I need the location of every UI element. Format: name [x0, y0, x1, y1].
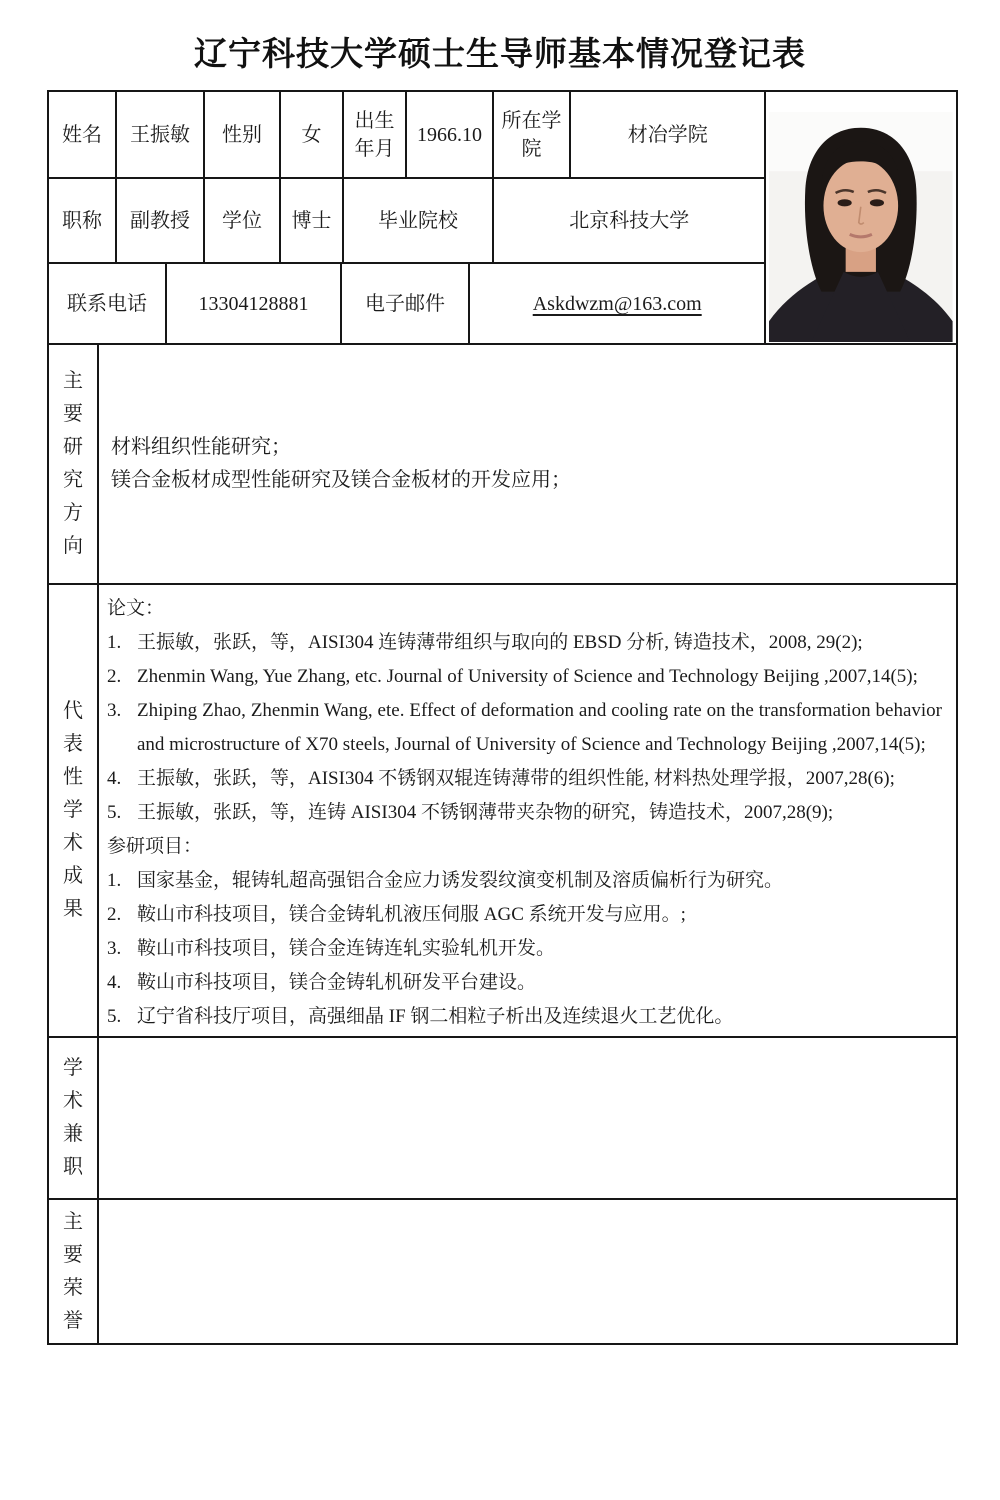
paper-item — [107, 762, 942, 796]
project-item-text: 鞍山市科技项目，镁合金铸轧机研发平台建设。 — [137, 972, 537, 993]
research-direction-line: 材料组织性能研究； — [111, 436, 291, 458]
project-item-number: 2. — [107, 904, 122, 925]
paper-item — [107, 796, 942, 830]
achievements-content — [99, 585, 956, 1036]
phone-label-cell: 联系电话 — [49, 264, 167, 343]
project-item — [107, 898, 942, 932]
college-value-cell: 材冶学院 — [571, 92, 766, 177]
projects-list — [107, 864, 942, 1034]
research-content — [99, 345, 956, 583]
achievements-section-label: 代表性学术成果 — [49, 585, 99, 1036]
positions-section-label: 学术兼职 — [49, 1038, 99, 1198]
degree-label-cell: 学位 — [205, 179, 281, 262]
paper-item-number: 2. — [107, 666, 122, 687]
research-section — [49, 345, 956, 585]
paper-item-text: 王振敏，张跃，等，AISI304 连铸薄带组织与取向的 EBSD 分析, 铸造技术，2008, 29(2); — [137, 632, 863, 653]
papers-list — [107, 626, 942, 830]
email-value: Askdwzm@163.com — [532, 292, 702, 315]
basic-info-block — [49, 92, 956, 345]
college-label-cell: 所在学院 — [494, 92, 571, 177]
prof-title-value-cell: 副教授 — [117, 179, 205, 262]
paper-item-number: 5. — [107, 802, 122, 823]
school-label-cell: 毕业院校 — [344, 179, 494, 262]
paper-item — [107, 694, 942, 762]
name-label-cell: 姓名 — [49, 92, 117, 177]
basic-info-rows — [49, 92, 766, 343]
gender-value-cell: 女 — [281, 92, 344, 177]
gender-label-cell: 性别 — [205, 92, 281, 177]
birth-label-cell: 出生年月 — [344, 92, 407, 177]
research-direction-line: 镁合金板材成型性能研究及镁合金板材的开发应用； — [111, 469, 571, 491]
project-item-number: 1. — [107, 870, 122, 891]
paper-item-text: 王振敏，张跃，等，AISI304 不锈钢双辊连铸薄带的组织性能, 材料热处理学报，2007,28(6); — [137, 768, 895, 789]
project-item — [107, 966, 942, 1000]
project-item-number: 3. — [107, 938, 122, 959]
research-section-label: 主要研究方向 — [49, 345, 99, 583]
degree-value-cell: 博士 — [281, 179, 344, 262]
paper-item — [107, 626, 942, 660]
registration-form-table — [47, 90, 958, 1345]
page-title: 辽宁科技大学硕士生导师基本情况登记表 — [194, 37, 806, 73]
paper-item-number: 1. — [107, 632, 122, 653]
honors-section-label: 主要荣誉 — [49, 1200, 99, 1343]
paper-item-text: Zhiping Zhao, Zhenmin Wang, ete. Effect of deformation and cooling rate on the transformation behavior and microstructure of X70 steels, Journal of University of Science and Technology Beijing ,2007,14(5); — [137, 700, 942, 755]
papers-header: 论文： — [107, 598, 165, 619]
project-item — [107, 1000, 942, 1034]
phone-value-cell: 13304128881 — [167, 264, 342, 343]
info-row-3 — [49, 264, 766, 343]
info-row-2 — [49, 179, 766, 264]
achievements-section — [49, 585, 956, 1038]
email-value-cell — [470, 264, 766, 343]
positions-section — [49, 1038, 956, 1200]
projects-header: 参研项目： — [107, 836, 203, 857]
project-item-number: 4. — [107, 972, 122, 993]
paper-item-text: Zhenmin Wang, Yue Zhang, etc. Journal of University of Science and Technology Beijing ,2007,14(5); — [137, 666, 918, 687]
project-item-text: 鞍山市科技项目，镁合金铸轧机液压伺服 AGC 系统开发与应用。; — [137, 904, 686, 925]
photo-cell — [766, 92, 956, 343]
paper-item-number: 3. — [107, 700, 122, 721]
project-item-text: 辽宁省科技厅项目，高强细晶 IF 钢二相粒子析出及连续退火工艺优化。 — [137, 1006, 734, 1027]
paper-item — [107, 660, 942, 694]
email-label-cell: 电子邮件 — [342, 264, 470, 343]
portrait-photo — [769, 112, 953, 342]
prof-title-label-cell: 职称 — [49, 179, 117, 262]
positions-content — [99, 1038, 956, 1198]
name-value-cell: 王振敏 — [117, 92, 205, 177]
birth-value-cell: 1966.10 — [407, 92, 494, 177]
project-item-text: 国家基金，辊铸轧超高强铝合金应力诱发裂纹演变机制及溶质偏析行为研究。 — [137, 870, 784, 891]
honors-content — [99, 1200, 956, 1343]
project-item-number: 5. — [107, 1006, 122, 1027]
paper-item-number: 4. — [107, 768, 122, 789]
honors-section — [49, 1200, 956, 1343]
paper-item-text: 王振敏，张跃，等，连铸 AISI304 不锈钢薄带夹杂物的研究，铸造技术，2007,28(9); — [137, 802, 834, 823]
info-row-1 — [49, 92, 766, 179]
school-value-cell: 北京科技大学 — [494, 179, 766, 262]
project-item — [107, 932, 942, 966]
project-item — [107, 864, 942, 898]
project-item-text: 鞍山市科技项目，镁合金连铸连轧实验轧机开发。 — [137, 938, 556, 959]
